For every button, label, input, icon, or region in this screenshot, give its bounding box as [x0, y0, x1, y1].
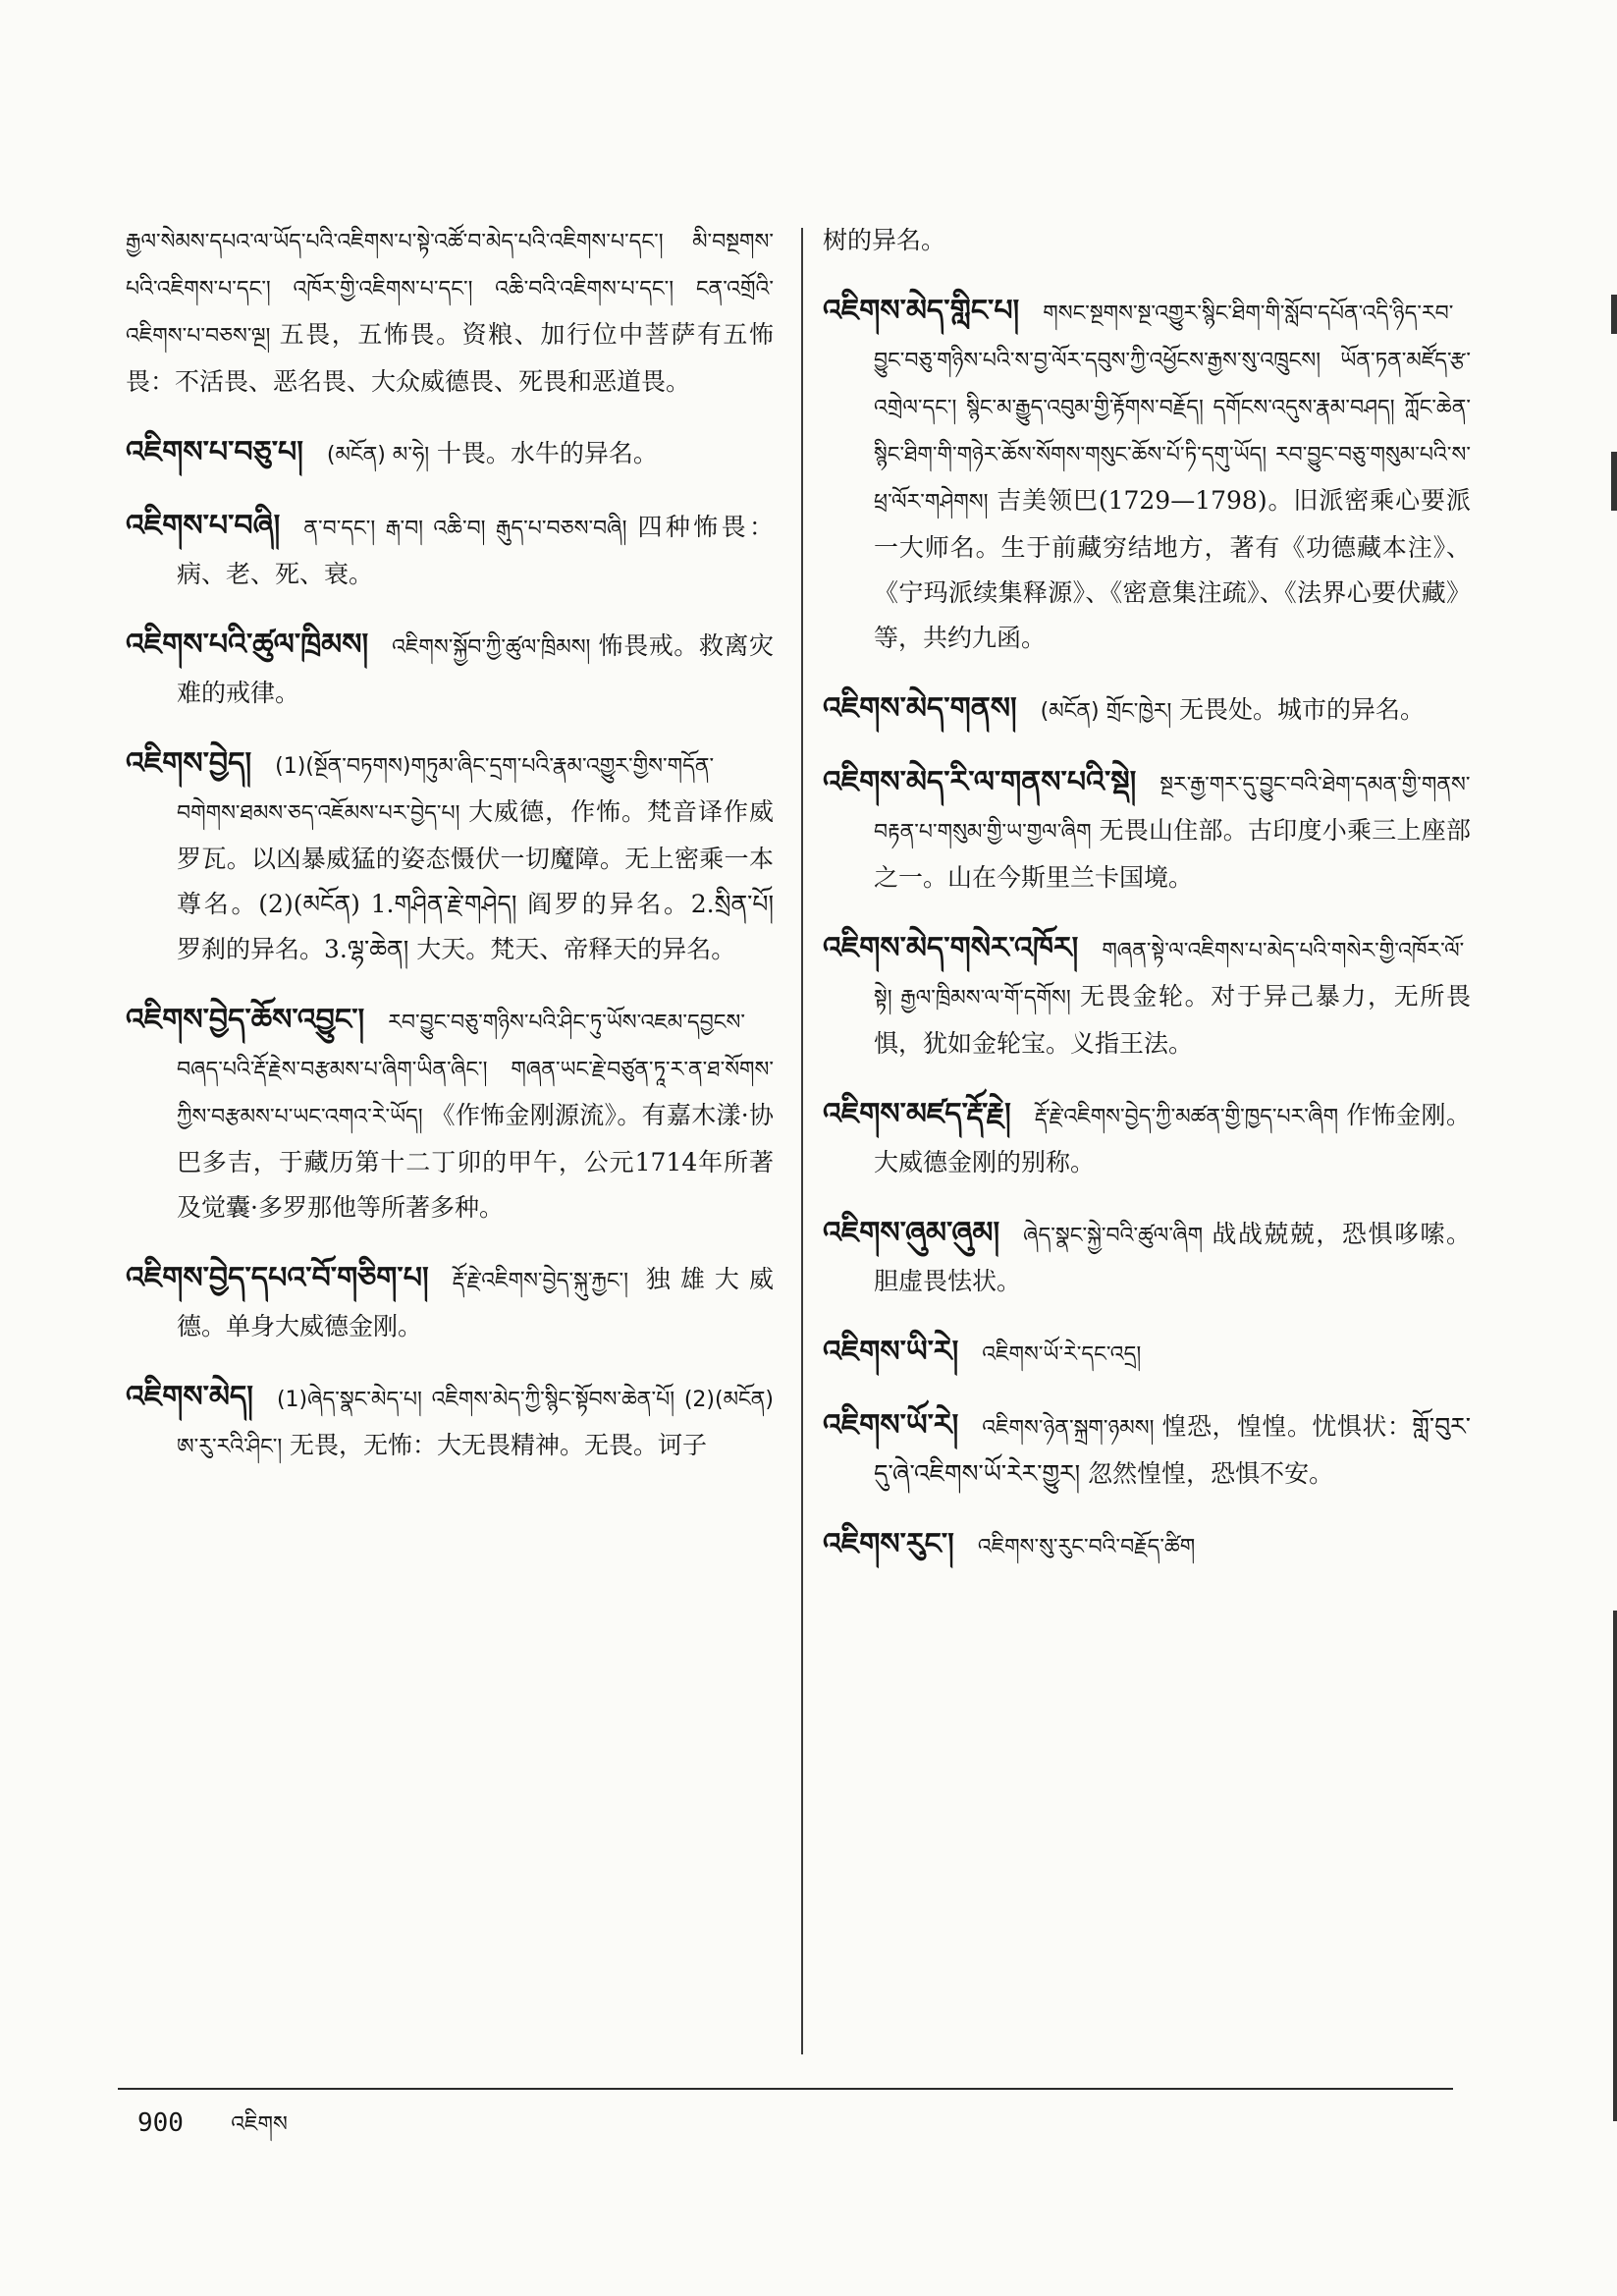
entry-headword: འཇིགས་ཡོ་རེ། — [823, 1408, 959, 1443]
dictionary-entry — [126, 623, 774, 716]
entry-tibetan-definition: (མངོན) མ་ཧེ། — [326, 443, 430, 467]
entry-chinese-definition: 吉美领巴(1729—1798)。旧派密乘心要派一大师名。生于前藏穷结地方，著有《功德藏本注》、《宁玛派续集释源》、《密意集注疏》、《法界心要伏藏》等，共约九函。 — [874, 486, 1471, 652]
entry-chinese-definition: 怖畏戒。救离灾难的戒律。 — [177, 631, 774, 707]
entry-headword: འཇིགས་བྱེད་ཆོས་འབྱུང་། — [126, 1003, 365, 1037]
entry-headword: འཇིགས་པ་བཞི། — [126, 509, 281, 543]
entry-headword: འཇིགས་མེད་གསེར་འཁོར། — [823, 931, 1079, 965]
entry-headword: འཇིགས་ཡི་རེ། — [823, 1335, 959, 1369]
entry-headword: འཇིགས་ཞུམ་ཞུམ། — [823, 1216, 1000, 1250]
entry-chinese-definition: 《作怖金刚源流》。有嘉木漾·协巴多吉，于藏历第十二丁卯的甲午，公元1714年所著及觉囊·多罗那他等所著多种。 — [177, 1101, 774, 1222]
dictionary-entry — [823, 926, 1471, 1066]
page-footer — [137, 2100, 288, 2160]
entry-tibetan-definition: འཇིགས་ཉེན་སྐྲག་ཉམས། — [982, 1416, 1155, 1441]
dictionary-entry — [823, 1403, 1471, 1497]
entry-chinese-definition: 无畏处。城市的异名。 — [1179, 695, 1426, 724]
entry-chinese-definition: 十畏。水牛的异名。 — [436, 439, 658, 467]
entry-tibetan-definition: འཇིགས་སྐྱོབ་ཀྱི་ཚུལ་ཁྲིམས། — [392, 635, 591, 660]
entry-tibetan-definition: གསང་སྔགས་སྔ་འགྱུར་སྙིང་ཐིག་གི་སློབ་དཔོན་འདི་ཉིད་རབ་བྱུང་བཅུ་གཉིས་པའི་ས་བྱ་ལོར་དབུས་ཀྱི་འཕྱོངས་རྒྱས་སུ་འཁྲུངས། ཡོན་ཏན་མཛོད་རྩ་འགྲེལ་དང་། སྙིང་མ་རྒྱུད་འབུམ་གྱི་རྟོགས་བརྗོད། དགོངས་འདུས་རྣམ་བཤད། ཀློང་ཆེན་སྙིང་ཐིག་གི་གཉེར་ཆོས་སོགས་གསུང་ཆོས་པོ་ཏི་དགུ་ཡོད། རབ་བྱུང་བཅུ་གསུམ་པའི་ས་ཕྲ་ལོར་གཤེགས། — [874, 301, 1471, 515]
entry-headword: འཇིགས་པ་བཅུ་པ། — [126, 435, 303, 469]
entry-tibetan-definition: སྔར་རྒྱ་གར་དུ་བྱུང་བའི་ཐེག་དམན་གྱི་གནས་བརྟན་པ་གསུམ་གྱི་ཡ་གྱལ་ཞིག — [874, 773, 1471, 845]
dictionary-entry — [126, 218, 774, 405]
right-column — [823, 218, 1471, 1596]
entry-tibetan-definition: རྡོ་རྗེ་འཇིགས་བྱེད་ཀྱི་མཚན་གྱི་ཁྱད་པར་ཞིག — [1034, 1105, 1339, 1129]
dictionary-entry — [126, 1375, 774, 1470]
entry-tibetan-definition: རྒྱལ་སེམས་དཔའ་ལ་ཡོད་པའི་འཇིགས་པ་སྟེ་འཚོ་བ་མེད་པའི་འཇིགས་པ་དང་། མི་བསྔགས་པའི་འཇིགས་པ་དང་། འཁོར་གྱི་འཇིགས་པ་དང་། འཆི་བའི་འཇིགས་པ་དང་། ངན་འགྲོའི་འཇིགས་པ་བཅས་ལྔ། — [126, 230, 774, 349]
dictionary-entry — [823, 1092, 1471, 1185]
entry-tibetan-definition: འཇིགས་སུ་རུང་བའི་བརྗོད་ཚིག — [977, 1535, 1196, 1559]
entry-tibetan-definition: རབ་བྱུང་བཅུ་གཉིས་པའི་ཤིང་ཏུ་ཡོས་འཇམ་དབྱངས་བཞད་པའི་རྡོ་རྗེས་བརྩམས་པ་ཞིག་ཡིན་ཞིང་། གཞན་ཡང་རྗེ་བཙུན་ཏཱ་ར་ན་ཐ་སོགས་ཀྱིས་བརྩམས་པ་ཡང་འགའ་རེ་ཡོད། — [177, 1011, 774, 1129]
dictionary-entry — [126, 998, 774, 1230]
entry-tibetan-definition: གཞན་སྟེ་ལ་འཇིགས་པ་མེད་པའི་གསེར་གྱི་འཁོར་ལོ་སྟེ། རྒྱལ་ཁྲིམས་ལ་གོ་དགོས། — [874, 939, 1465, 1011]
entry-chinese-definition: 大威德，作怖。梵音译作威罗瓦。以凶暴威猛的姿态慑伏一切魔障。无上密乘一本尊名。(2)(མངོན) 1.གཤིན་རྗེ་གཤེད། 阎罗的异名。2.སྲིན་པོ། 罗刹的异名。3.ལྷ་ཆེན། 大天。梵天、帝释天的异名。 — [177, 797, 774, 963]
dictionary-entry — [823, 1211, 1471, 1304]
entry-headword: འཇིགས་མེད། — [126, 1380, 253, 1414]
entry-chinese-definition: 无畏金轮。对于异己暴力，无所畏惧，犹如金轮宝。义指王法。 — [874, 982, 1471, 1058]
entry-chinese-definition: 四种怖畏：病、老、死、衰。 — [177, 513, 774, 588]
entry-headword: འཇིགས་མེད་གནས། — [823, 691, 1017, 726]
entry-headword: འཇིགས་མཛད་རྡོ་རྗེ། — [823, 1097, 1011, 1131]
dictionary-entry — [823, 760, 1471, 901]
dictionary-entry — [823, 218, 1471, 263]
footer-rule — [118, 2088, 1453, 2090]
dictionary-entry — [126, 504, 774, 597]
dictionary-entry — [126, 430, 774, 478]
entry-chinese-definition: 五畏，五怖畏。资粮、加行位中菩萨有五怖畏：不活畏、恶名畏、大众威德畏、死畏和恶道畏。 — [126, 320, 774, 396]
entry-chinese-definition: 战战兢兢，恐惧哆嗦。胆虚畏怯状。 — [874, 1220, 1471, 1295]
scan-edge-mark — [1611, 295, 1617, 334]
dictionary-entry — [126, 741, 774, 972]
entry-headword: འཇིགས་བྱེད། — [126, 746, 252, 781]
entry-tibetan-definition: (མངོན) གྲོང་ཁྱེར། — [1040, 699, 1172, 724]
entry-tibetan-definition: (1)ཞེད་སྣང་མེད་པ། འཇིགས་མེད་ཀྱི་སྙིང་སྟོབས་ཆེན་པོ། (2)(མངོན) ཨ་རུ་རའི་ཤིང་། — [177, 1388, 774, 1459]
entry-chinese-definition: 惶恐，惶惶。忧惧状：གློ་བུར་དུ་ཞེ་འཇིགས་ཡོ་རེར་གྱུར། 忽然惶惶，恐惧不安。 — [874, 1412, 1471, 1488]
entry-chinese-definition: 独雄大威德。单身大威德金刚。 — [177, 1265, 774, 1340]
entry-headword: འཇིགས་མེད་རི་ལ་གནས་པའི་སྡེ། — [823, 765, 1137, 799]
left-column — [126, 218, 774, 1496]
running-head: འཇིགས — [231, 2112, 288, 2137]
dictionary-entry — [823, 686, 1471, 735]
entry-tibetan-definition: (1)(སྔོན་བཏགས)གཏུམ་ཞིང་དྲག་པའི་རྣམ་འགྱུར་གྱིས་གདོན་བགེགས་ཐམས་ཅད་འཇོམས་པར་བྱེད་པ། — [177, 754, 715, 826]
entry-headword: འཇིགས་མེད་གླིང་པ། — [823, 294, 1020, 328]
scan-edge-mark — [1613, 1611, 1617, 2121]
entry-chinese-definition: 作怖金刚。大威德金刚的别称。 — [874, 1101, 1471, 1176]
entry-tibetan-definition: རྡོ་རྗེ་འཇིགས་བྱེད་སྐུ་རྐྱང་། — [452, 1269, 629, 1293]
dictionary-entry — [126, 1256, 774, 1349]
scan-edge-mark — [1611, 452, 1617, 511]
dictionary-entry — [823, 289, 1471, 661]
entry-headword: འཇིགས་རུང་། — [823, 1527, 954, 1561]
entry-chinese-definition: 无畏，无怖：大无畏精神。无畏。诃子 — [289, 1431, 707, 1459]
column-divider — [801, 228, 803, 2054]
entry-tibetan-definition: ཞེད་སྣང་སྐྱེ་བའི་ཚུལ་ཞིག — [1023, 1224, 1204, 1248]
entry-tibetan-definition: འཇིགས་ཡོ་རེ་དང་འདྲ། — [982, 1342, 1142, 1367]
entry-chinese-definition: 无畏山住部。古印度小乘三上座部之一。山在今斯里兰卡国境。 — [874, 816, 1471, 892]
dictionary-entry — [823, 1330, 1471, 1378]
entry-headword: འཇིགས་པའི་ཚུལ་ཁྲིམས། — [126, 628, 369, 662]
entry-chinese-definition: 树的异名。 — [823, 226, 946, 254]
dictionary-entry — [823, 1522, 1471, 1570]
entry-headword: འཇིགས་བྱེད་དཔའ་བོ་གཅིག་པ། — [126, 1261, 429, 1295]
entry-tibetan-definition: ན་བ་དང་། རྒ་བ། འཆི་བ། རྒུད་པ་བཅས་བཞི། — [303, 517, 627, 541]
page-number: 900 — [137, 2108, 184, 2138]
